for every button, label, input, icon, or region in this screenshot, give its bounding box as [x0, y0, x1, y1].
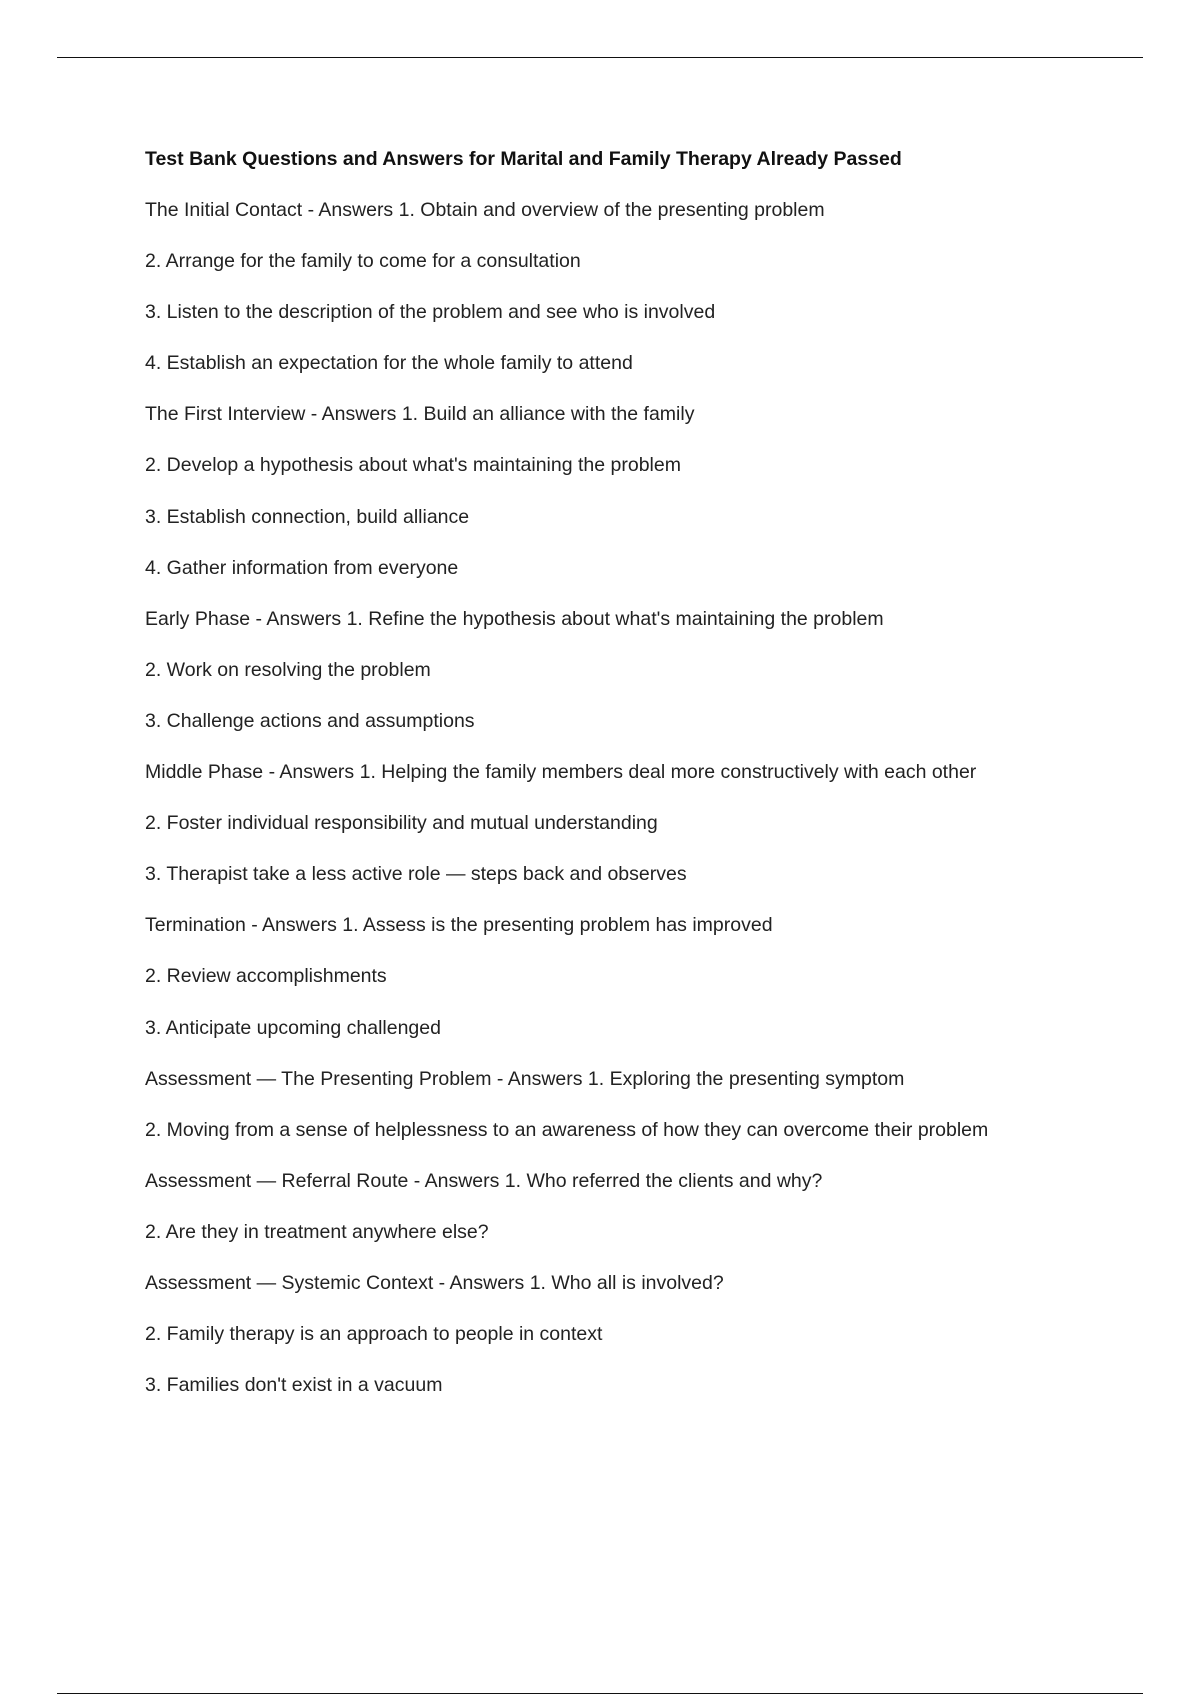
text-line: 3. Anticipate upcoming challenged — [145, 1016, 441, 1039]
text-line: Early Phase - Answers 1. Refine the hypothesis about what's maintaining the problem — [145, 607, 884, 630]
text-line: Assessment — Referral Route - Answers 1. Who referred the clients and why? — [145, 1169, 823, 1192]
header-rule — [57, 57, 1143, 58]
text-line: 3. Establish connection, build alliance — [145, 505, 470, 528]
text-line: 4. Gather information from everyone — [145, 556, 459, 579]
text-line: 3. Listen to the description of the problem and see who is involved — [145, 301, 716, 324]
text-line: Assessment — Systemic Context - Answers 1. Who all is involved? — [145, 1271, 724, 1294]
text-line: 2. Moving from a sense of helplessness to an awareness of how they can overcome their problem — [145, 1118, 989, 1141]
text-line: 2. Foster individual responsibility and mutual understanding — [145, 812, 658, 835]
text-line: Middle Phase - Answers 1. Helping the family members deal more constructively with each other — [145, 761, 977, 784]
text-line: 2. Work on resolving the problem — [145, 658, 431, 681]
document-body — [145, 144, 1065, 1421]
text-line: The Initial Contact - Answers 1. Obtain and overview of the presenting problem — [145, 199, 825, 221]
text-line: 2. Family therapy is an approach to people in context — [145, 1323, 603, 1346]
footer-rule — [57, 1693, 1143, 1694]
text-line: 2. Review accomplishments — [145, 965, 387, 988]
text-line: Assessment — The Presenting Problem - Answers 1. Exploring the presenting symptom — [145, 1067, 905, 1090]
text-line: The First Interview - Answers 1. Build an alliance with the family — [145, 403, 695, 426]
text-line: 2. Arrange for the family to come for a consultation — [145, 250, 581, 273]
text-line: 4. Establish an expectation for the whole family to attend — [145, 352, 633, 375]
text-line: 3. Families don't exist in a vacuum — [145, 1374, 443, 1397]
document-title: Test Bank Questions and Answers for Marital and Family Therapy Already Passed — [145, 148, 902, 170]
text-line: Termination - Answers 1. Assess is the presenting problem has improved — [145, 914, 773, 937]
text-line: 2. Are they in treatment anywhere else? — [145, 1220, 489, 1243]
text-line: 3. Therapist take a less active role — steps back and observes — [145, 863, 687, 886]
text-line: 2. Develop a hypothesis about what's maintaining the problem — [145, 454, 681, 477]
text-line: 3. Challenge actions and assumptions — [145, 709, 475, 732]
